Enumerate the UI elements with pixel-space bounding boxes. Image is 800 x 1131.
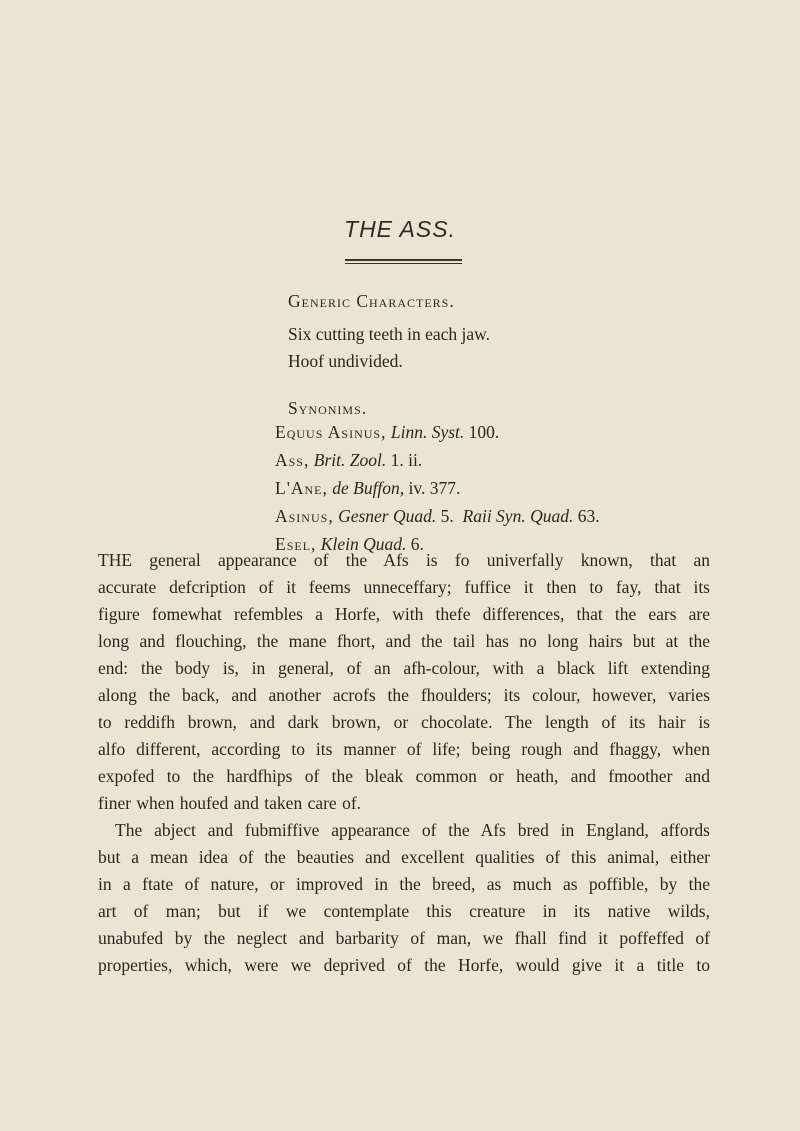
- body-text: [98, 547, 710, 979]
- synonim-entry: [275, 446, 600, 474]
- text-line: end: the body is, in general, of an afh-colour, with a black lift extending: [98, 658, 710, 678]
- paragraph: [98, 817, 710, 979]
- synonim-ref: iv. 377.: [408, 478, 461, 498]
- synonim-entry: [275, 474, 600, 502]
- generic-line: Hoof undivided.: [288, 351, 403, 371]
- synonim-ref: 63.: [577, 506, 600, 526]
- synonim-source: Raii Syn. Quad.: [462, 506, 574, 526]
- synonim-ref: 1. ii.: [390, 450, 423, 470]
- paragraph: [98, 547, 710, 817]
- text-line: in a ftate of nature, or improved in the breed, as much as poffible, by the: [98, 874, 710, 894]
- synonim-name: Equus Asinus,: [275, 422, 387, 442]
- synonim-source: Gesner Quad.: [338, 506, 437, 526]
- text-line: alfo different, according to its manner of life; being rough and fhaggy, when: [98, 739, 710, 759]
- text-line: to reddifh brown, and dark brown, or chocolate. The length of its hair is: [98, 712, 710, 732]
- text-line: expofed to the hardfhips of the bleak common or heath, and fmoother and: [98, 766, 710, 786]
- text-line: long and flouching, the mane fhort, and the tail has no long hairs but at the: [98, 631, 710, 651]
- text-line: figure fomewhat refembles a Horfe, with thefe differences, that the ears are: [98, 604, 710, 624]
- synonim-name: Esel,: [275, 534, 317, 554]
- text-line: THE general appearance of the Afs is fo univerfally known, that an: [98, 550, 710, 570]
- page-title: THE ASS.: [344, 216, 456, 242]
- synonim-ref: 100.: [468, 422, 500, 442]
- synonim-source: Linn. Syst.: [390, 422, 465, 442]
- generic-line: Six cutting teeth in each jaw.: [288, 324, 491, 344]
- synonim-name: Asinus,: [275, 506, 334, 526]
- generic-characters-heading: Generic Characters.: [288, 291, 455, 311]
- text-line: finer when houfed and taken care of.: [98, 793, 362, 813]
- text-line: accurate defcription of it feems unneceffary; fuffice it then to fay, that its: [98, 577, 710, 597]
- text-line: properties, which, were we deprived of the Horfe, would give it a title to: [98, 955, 710, 975]
- title-rule: [345, 259, 462, 264]
- synonim-source: de Buffon,: [332, 478, 405, 498]
- synonim-entry: [275, 418, 600, 446]
- text-line: art of man; but if we contemplate this creature in its native wilds,: [98, 901, 710, 921]
- synonim-ref: 5.: [440, 506, 454, 526]
- synonim-name: Ass,: [275, 450, 310, 470]
- synonim-entry: [275, 502, 600, 530]
- text-line: along the back, and another acrofs the fhoulders; its colour, however, varies: [98, 685, 710, 705]
- text-line: but a mean idea of the beauties and excellent qualities of this animal, either: [98, 847, 710, 867]
- synonim-source: Brit. Zool.: [313, 450, 387, 470]
- synonim-name: L'Ane,: [275, 478, 328, 498]
- text-line: unabufed by the neglect and barbarity of man, we fhall find it poffeffed of: [98, 928, 710, 948]
- text-line: The abject and fubmiffive appearance of the Afs bred in England, affords: [115, 820, 710, 840]
- synonim-source: Klein Quad.: [320, 534, 407, 554]
- synonim-ref: 6.: [410, 534, 424, 554]
- generic-characters-section: [288, 288, 490, 375]
- synonims-heading: Synonims.: [288, 398, 368, 418]
- synonims-list: [275, 418, 600, 558]
